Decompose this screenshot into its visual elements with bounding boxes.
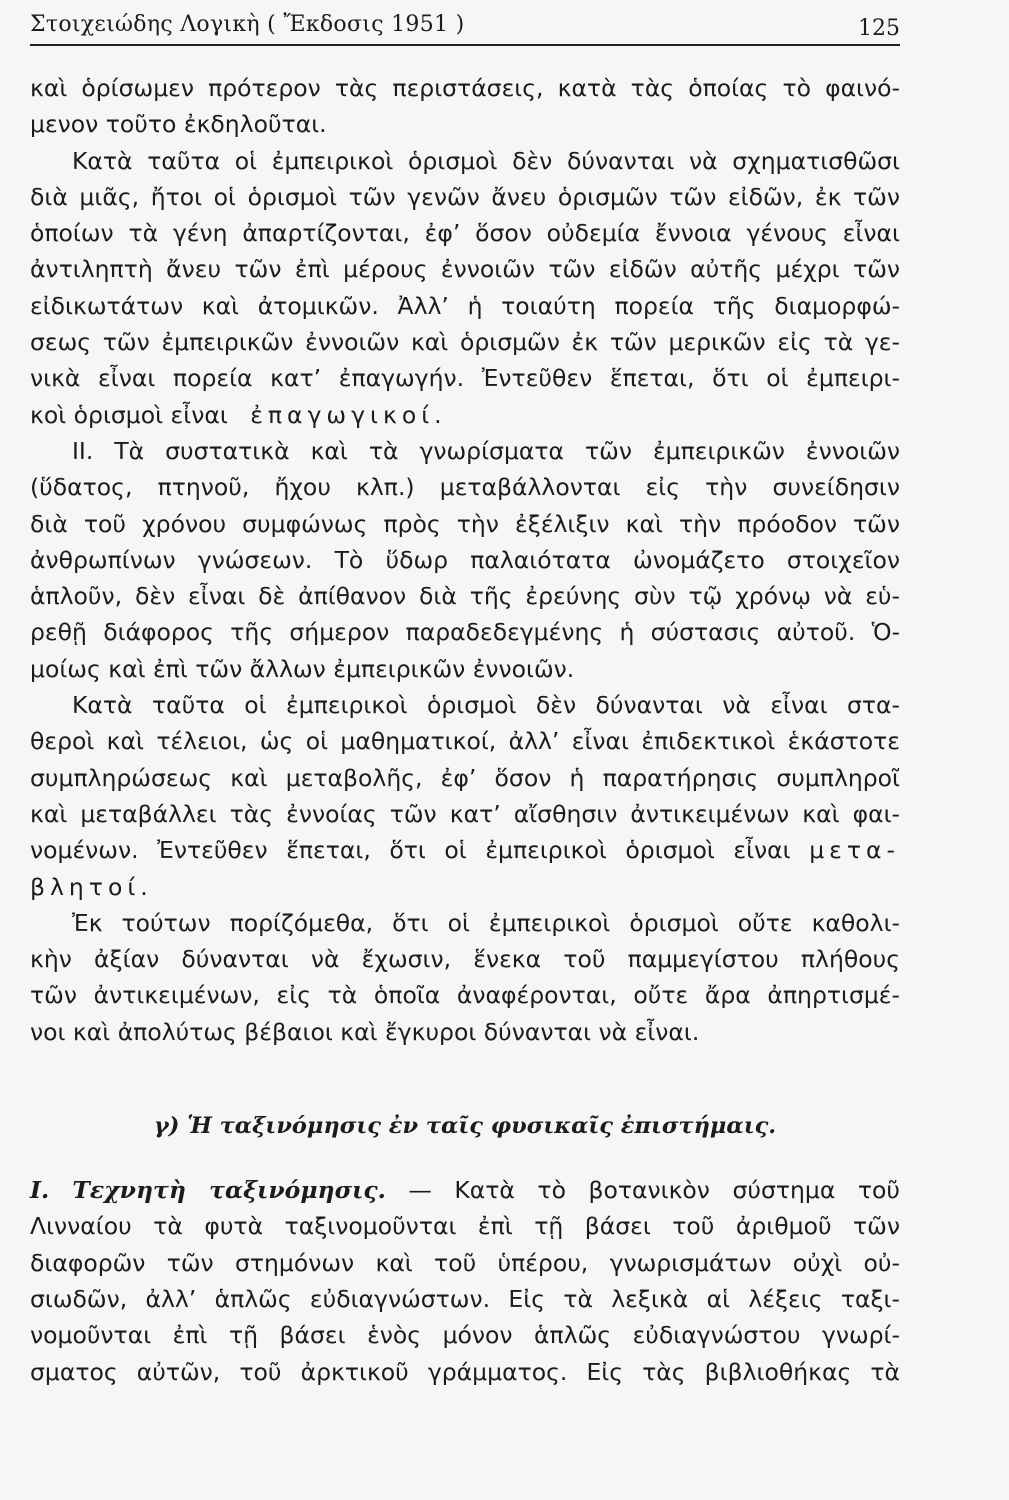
section-line-3: διαφορῶν τῶν στημόνων καὶ τοῦ ὑπέρου, γνωρισμάτων οὐχὶ οὐ- [30, 1248, 900, 1277]
paragraph-2-line-4: ἀντιληπτὴ ἄνευ τῶν ἐπὶ μέρους ἐννοιῶν τῶν εἰδῶν αὐτῆς μέχρι τῶν [30, 255, 900, 284]
body-text [30, 70, 900, 1390]
paragraph-4-line-6: βλητοί. [30, 872, 153, 901]
paragraph-2-line-3: ὁποίων τὰ γένη ἀπαρτίζονται, ἐφ’ ὅσον οὐδεμία ἔννοια γένους εἶναι [30, 219, 900, 248]
subsection-title: Ι. Τεχνητὴ ταξινόμησις. [30, 1176, 386, 1205]
paragraph-3-line-7: μοίως καὶ ἐπὶ τῶν ἄλλων ἐμπειρικῶν ἐννοιῶν. [30, 654, 575, 683]
paragraph-5-line-2: κὴν ἀξίαν δύνανται νὰ ἔχωσιν, ἕνεκα τοῦ παμμεγίστου πλήθους [30, 945, 900, 974]
paragraph-2-line-7: νικὰ εἶναι πορεία κατ’ ἐπαγωγήν. Ἐντεῦθεν ἕπεται, ὅτι οἱ ἐμπειρι- [30, 364, 900, 393]
paragraph-4-line-2: θεροὶ καὶ τέλειοι, ὡς οἱ μαθηματικοί, ἀλλ’ εἶναι ἐπιδεκτικοὶ ἑκάστοτε [30, 727, 900, 756]
section-spacer-bottom [30, 1146, 900, 1172]
section-line-1 [30, 1172, 900, 1208]
paragraph-3-line-3: διὰ τοῦ χρόνου συμφώνως πρὸς τὴν ἐξέλιξιν καὶ τὴν πρόοδον τῶν [30, 509, 900, 538]
paragraph-5-line-3: τῶν ἀντικειμένων, εἰς τὰ ὁποῖα ἀναφέρονται, οὔτε ἄρα ἀπηρτισμέ- [30, 981, 900, 1010]
paragraph-1-line-1: καὶ ὁρίσωμεν πρότερον τὰς περιστάσεις, κατὰ τὰς ὁποίας τὸ φαινό- [30, 74, 900, 102]
paragraph-4-line-5 [30, 832, 900, 868]
paragraph-3-line-5: ἁπλοῦν, δὲν εἶναι δὲ ἀπίθανον διὰ τῆς ἐρεύνης σὺν τῷ χρόνῳ νὰ εὑ- [30, 582, 900, 611]
paragraph-5-line-4: νοι καὶ ἀπολύτως βέβαιοι καὶ ἔγκυροι δύνανται νὰ εἶναι. [30, 1017, 700, 1046]
paragraph-2-line-1: Κατὰ ταῦτα οἱ ἐμπειρικοὶ ὁρισμοὶ δὲν δύνανται νὰ σχηματισθῶσι [72, 146, 900, 175]
running-title: Στοιχειώδης Λογικὴ ( Ἔκδοσις 1951 ) [30, 12, 465, 37]
paragraph-2-line-5: εἰδικωτάτων καὶ ἀτομικῶν. Ἀλλ’ ἡ τοιαύτη πορεία τῆς διαμορφώ- [30, 291, 900, 320]
section-line-6: σματος αὐτῶν, τοῦ ἀρκτικοῦ γράμματος. Εἰς τὰς βιβλιοθήκας τὰ [30, 1357, 900, 1386]
section-heading: γ) Ἡ ταξινόμησις ἐν ταῖς φυσικαῖς ἐπιστήμαις. [153, 1113, 777, 1140]
emphasis-variable: μετα- [809, 836, 900, 865]
paragraph-3-line-2: (ὕδατος, πτηνοῦ, ἤχου κλπ.) μεταβάλλονται εἰς τὴν συνείδησιν [30, 473, 900, 502]
paragraph-4-line-1: Κατὰ ταῦτα οἱ ἐμπειρικοὶ ὁρισμοὶ δὲν δύνανται νὰ εἶναι στα- [72, 691, 900, 720]
section-line-4: σιωδῶν, ἀλλ’ ἁπλῶς εὐδιαγνώστων. Εἰς τὰ λεξικὰ αἱ λέξεις ταξι- [30, 1284, 900, 1313]
paragraph-4-line-4: καὶ μεταβάλλει τὰς ἐννοίας τῶν κατ’ αἴσθησιν ἀντικειμένων καὶ φαι- [30, 799, 900, 828]
paragraph-4-line-5-text: νομένων. Ἐντεῦθεν ἕπεται, ὅτι οἱ ἐμπειρικοὶ ὁρισμοὶ εἶναι [30, 836, 791, 865]
paragraph-2-line-8-text: κοὶ ὁρισμοὶ εἶναι [30, 400, 228, 429]
emphasis-inductive: ἐπαγωγικοί. [250, 400, 447, 429]
paragraph-3-line-6: ρεθῇ διάφορος τῆς σήμερον παραδεδεγμένης ἡ σύστασις αὐτοῦ. Ὁ- [30, 618, 900, 647]
section-spacer-top [30, 1050, 900, 1106]
paragraph-1-line-2: μενον τοῦτο ἐκδηλοῦται. [30, 110, 327, 139]
section-line-1-text: — Κατὰ τὸ βοτανικὸν σύστημα τοῦ [408, 1176, 900, 1205]
paragraph-5-line-1: Ἐκ τούτων πορίζόμεθα, ὅτι οἱ ἐμπειρικοὶ ὁρισμοὶ οὔτε καθολι- [72, 908, 900, 937]
paragraph-2-line-2: διὰ μιᾶς, ἤτοι οἱ ὁρισμοὶ τῶν γενῶν ἄνευ ὁρισμῶν τῶν εἰδῶν, ἐκ τῶν [30, 182, 900, 211]
running-header [30, 8, 900, 46]
paragraph-3-line-4: ἀνθρωπίνων γνώσεων. Τὸ ὕδωρ παλαιότατα ὠνομάζετο στοιχεῖον [30, 545, 900, 574]
section-line-2: Λινναίου τὰ φυτὰ ταξινομοῦνται ἐπὶ τῇ βάσει τοῦ ἀριθμοῦ τῶν [30, 1212, 900, 1241]
section-line-5: νομοῦνται ἐπὶ τῇ βάσει ἑνὸς μόνον ἁπλῶς εὐδιαγνώστου γνωρί- [30, 1321, 900, 1350]
paragraph-2-line-8 [30, 397, 900, 433]
paragraph-3-line-1: ΙΙ. Τὰ συστατικὰ καὶ τὰ γνωρίσματα τῶν ἐμπειρικῶν ἐννοιῶν [72, 436, 900, 465]
page-number: 125 [858, 16, 900, 41]
paragraph-4-line-3: συμπληρώσεως καὶ μεταβολῆς, ἐφ’ ὅσον ἡ παρατήρησις συμπληροῖ [30, 763, 900, 792]
paragraph-2-line-6: σεως τῶν ἐμπειρικῶν ἐννοιῶν καὶ ὁρισμῶν ἐκ τῶν μερικῶν εἰς τὰ γε- [30, 328, 900, 357]
